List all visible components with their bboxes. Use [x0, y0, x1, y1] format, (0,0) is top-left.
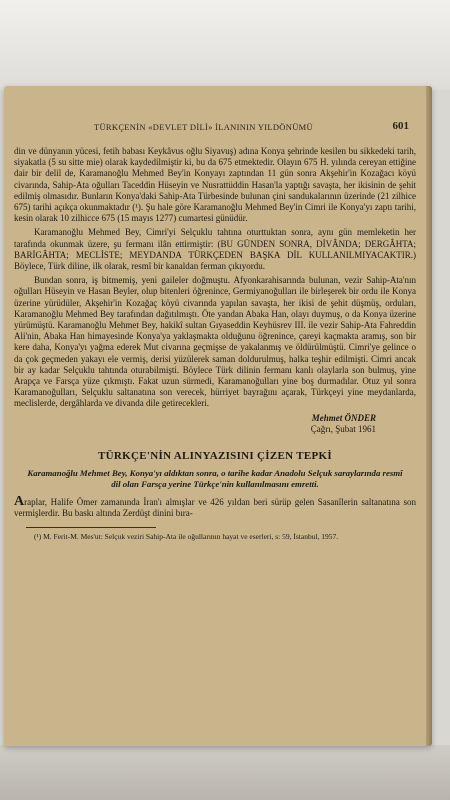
section-subtitle: Karamanoğlu Mehmet Bey, Konya'yı aldıktan sonra, o tarihe kadar Anadolu Selçuk saraylarında resmî dil olan Farsça yerine Türkçe'nin kullanılmasını emretti. — [27, 467, 403, 489]
section-paragraph-text: raplar, Halife Ömer zamanında İran'ı almışlar ve 426 yıldan beri sürüp gelen Sasanîlerin saltanatına son vermişlerdir. Bu baskı altında Zerdüşt dinini bıra- — [14, 496, 416, 519]
section-title: TÜRKÇE'NİN ALINYAZISINI ÇİZEN TEPKİ — [98, 449, 332, 462]
running-title: TÜRKÇENİN «DEVLET DİLİ» İLANININ YILDÖNÜMÜ — [94, 122, 313, 132]
drop-cap: A — [14, 493, 25, 509]
page-number: 601 — [392, 120, 409, 132]
author-name: Mehmet ÖNDER — [311, 412, 376, 423]
section-paragraph — [14, 493, 416, 519]
page-body — [14, 146, 416, 545]
publication-date: Çağrı, Şubat 1961 — [310, 423, 376, 434]
paragraph-2: Karamanoğlu Mehmed Bey, Cimri'yi Selçuklu tahtına oturttuktan sonra, aynı gün memleketin her tarafında okunmak üzere, şu fermanı ilân ettirmiştir: (BU GÜNDEN SONRA, DİVÂNDA; DERGÂHTA; BARİGÂHTA; MECLİSTE; MEYDANDA TÜRKÇEDEN BAŞKA DİL KULLANILMIYACAKTIR.) Böylece, Türk diline, ilk olarak, resmî bir kanaldan ferman çıkıyordu. — [14, 227, 416, 272]
page-header — [24, 120, 409, 136]
page-edge — [426, 86, 432, 746]
background-top — [0, 0, 450, 90]
paragraph-1: din ve dünyanın yücesi, fetih babası Keykâvus oğlu Siyavuş) adına Konya şehrinde kesilen bu sikkedeki tarih, siyakatla (5 su sitte mie) olarak kaydedilmiştir ki, bu da 675 etmektedir. Olayın 675 H. yılında cereyan ettiğine dair bir delil de, Karamanoğlu Mehmed Bey'in Konyayı zaptından 11 gün sonra Akşehir'in Kozağacı köyü civarında, Sahip-Ata oğulları Taceddin Hüseyin ve Nusrattüddin Hasan'la yaptığı savaşta, her ikisinin de şehit edilmiş olmasıdır. Bunların Konya'daki Sahip-Ata Türbesinde bulunan çini sandukalarının üzerinde (21 zilhice 675) tarihi açıkça okunmaktadır (¹). Şu hale göre Karamanoğlu Mehmed Bey'in Cimri ile Konya'yı zaptı tarihi, kesin olarak 10 zilhicce 675 (15 mayıs 1277) cumartesi günüdür. — [14, 146, 416, 224]
footnote: (¹) M. Ferit-M. Mes'ut: Selçuk veziri Sahip-Ata ile oğullarının hayat ve eserleri, s: 59, İstanbul, 1957. — [34, 532, 339, 542]
footnote-rule — [26, 527, 156, 528]
book-page — [4, 86, 432, 746]
signature-block — [14, 413, 376, 435]
paragraph-3: Bundan sonra, iş bitmemiş, yeni gaileler doğmuştu. Afyonkarahisarında bulunan, vezir Sahip-Ata'nın oğulları Hüseyin ve Hasan Beyler, olup bitenleri öğrenince, Germiyanoğulları ile birleşerek bir ordu ile Konya üzerine yürüdüler, Akşehir'in Kozağaç köyü civarında yapılan savaşta, her ikisi de şehit düşmüş, orduları, Karamanoğlu Mehmed Bey tarafından dağıtılmıştı. Öte yandan Abaka Han, olayı duymuş, o da Konya üzerine yürümüştü. Karamanoğlu Mehmet Bey, hakikî sultan Gıyaseddin Keyhüsrev III. ile vezir Sahip-Ata Fahreddin Ali'nin, Abaka Han himayesinde Konya'ya yaklaşmakta olduğunu öğrenince, çareyi kaçmakta aramış, son bir kere daha, Konya'yı yağma ederek Mut civarına geçmişse de yakalanmış ve öldürülmüştü. Cimri'ye gelince o da çok geçmeden yakayı ele vermiş, derisi yüzülerek saman doldurulmuş, halka teşhir edilmişti. Cimri ancak bir ay kadar Selçuklu tahtında oturabilmişti. Böylece Türk dilinin fermanı kanlı olaylarla son bulmuş, yine Arapça ve Farsça yüze çıkmıştı. Fakat uzun sürmedi, Karamanoğulları yine boş durmadılar. Otuz yıl sonra Karamanoğulları, Selçuklu saltanatına son verecek, hürriyet bayrağını açarak, Türkçeyi yine meydanlarda, meclislerde, dergâhlarda ve divanda dile getirecekleri. — [14, 275, 416, 409]
background-bottom — [0, 745, 450, 800]
